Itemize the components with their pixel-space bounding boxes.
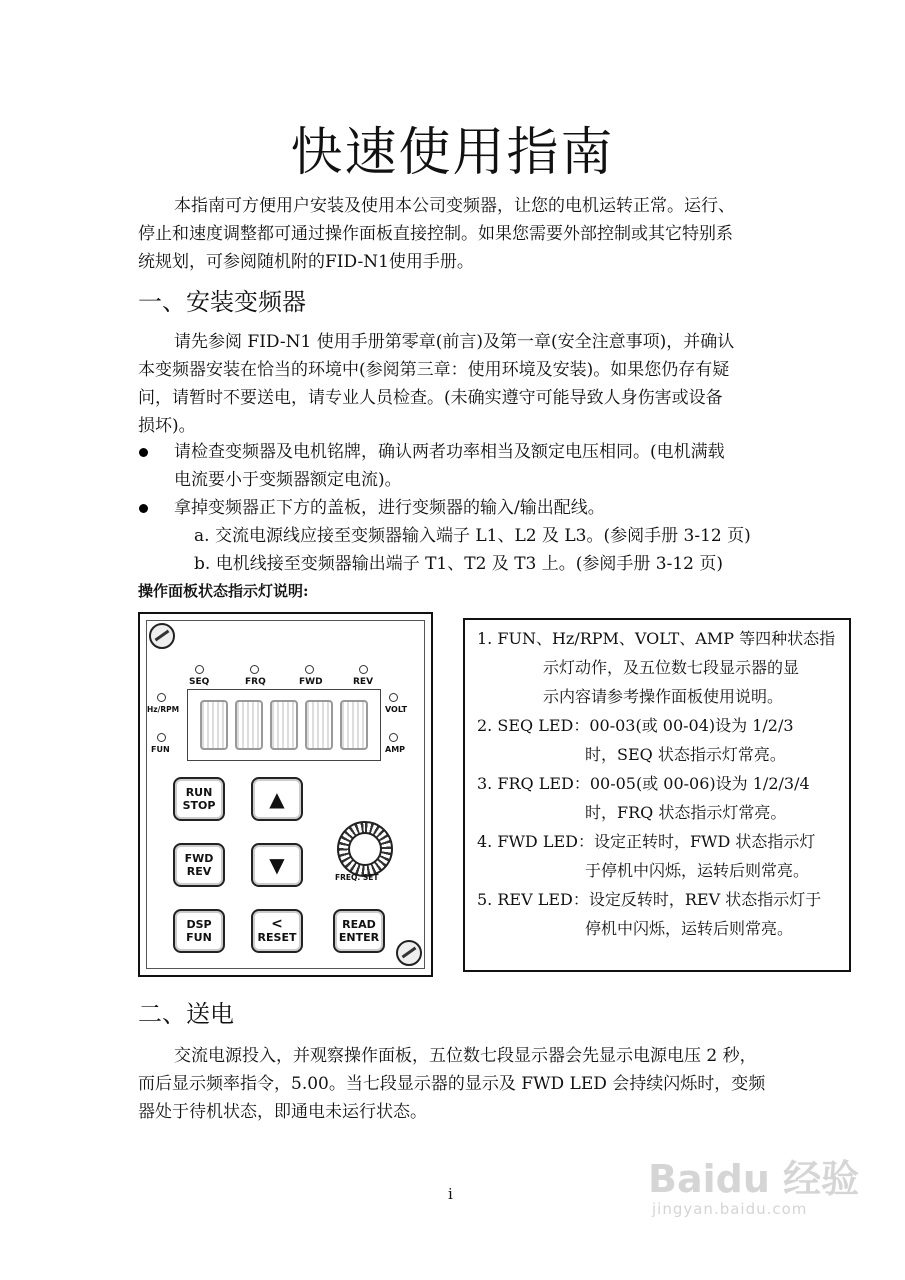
bullet-dot [139,504,148,513]
section2-para-line: 交流电源投入，并观察操作面板，五位数七段显示器会先显示电源电压 2 秒， [174,1046,757,1066]
up-arrow-icon: ▲ [269,786,285,811]
page-number: i [448,1185,453,1203]
note-line: 5. REV LED：设定反转时，REV 状态指示灯于 [477,890,822,909]
led-seq-icon [195,665,204,674]
section1-para-line: 请先参阅 FID-N1 使用手册第零章(前言)及第一章(安全注意事项)，并确认 [174,332,735,352]
read-enter-key [333,909,385,953]
watermark-url: jingyan.baidu.com [652,1200,808,1218]
fwd-rev-key [173,843,225,887]
run-stop-key [173,777,225,821]
bullet1-line: 请检查变频器及电机铭牌，确认两者功率相当及额定电压相同。(电机满载 [174,442,725,462]
led-label-volt: VOLT [385,705,408,714]
watermark-brand: Baidu [648,1157,770,1201]
section2-para-line: 器处于待机状态，即通电未运行状态。 [138,1102,427,1122]
key-label: READ [342,918,376,931]
led-frq-icon [250,665,259,674]
key-label: REV [186,865,212,878]
led-label-seq: SEQ [189,677,210,687]
left-arrow-icon: < [271,916,283,932]
led-hz-icon [157,693,166,702]
sub-item-b: b. 电机线接至变频器输出端子 T1、T2 及 T3 上。(参阅手册 3-12 页) [194,554,724,574]
led-label-fwd: FWD [299,677,323,687]
panel-caption: 操作面板状态指示灯说明: [138,582,309,600]
section2-para-line: 而后显示频率指令，5.00。当七段显示器的显示及 FWD LED 会持续闪烁时，变频 [138,1074,766,1094]
led-volt-icon [389,693,398,702]
led-label-frq: FRQ [245,677,266,687]
digit-icon [270,700,298,750]
key-label: DSP [186,918,212,931]
page-title: 快速使用指南 [290,123,615,183]
operation-panel-illustration [138,612,433,977]
note-line: 时，SEQ 状态指示灯常亮。 [585,745,786,764]
down-arrow-key [251,843,303,887]
frequency-knob-icon [337,821,393,877]
watermark-cn: 经验 [783,1157,860,1201]
led-rev-icon [359,665,368,674]
note-line: 示灯动作，及五位数七段显示器的显 [543,658,800,677]
digit-icon [235,700,263,750]
intro-line-2: 停止和速度调整都可通过操作面板直接控制。如果您需要外部控制或其它特别系 [138,224,733,244]
watermark [648,1158,859,1218]
led-notes-box [463,618,851,972]
section1-para-line: 损坏)。 [138,416,196,436]
note-line: 时，FRQ 状态指示灯常亮。 [585,803,787,822]
section1-para-line: 问，请暂时不要送电，请专业人员检查。(未确实遵守可能导致人身伤害或设备 [138,388,723,408]
led-label-rev: REV [353,677,374,687]
intro-line-1: 本指南可方便用户安装及使用本公司变频器，让您的电机运转正常。运行、 [174,196,735,216]
digit-icon [305,700,333,750]
key-label: STOP [182,799,216,812]
key-label: FUN [186,931,212,944]
led-label-fun: FUN [151,745,170,754]
led-fun-icon [157,733,166,742]
key-label: FWD [184,852,214,865]
section1-heading: 一、安装变频器 [138,288,306,316]
up-arrow-key [251,777,303,821]
note-line: 3. FRQ LED：00-05(或 00-06)设为 1/2/3/4 [477,774,810,793]
note-line: 2. SEQ LED：00-03(或 00-04)设为 1/2/3 [477,716,794,735]
seven-segment-display [187,689,381,761]
key-label: RESET [257,931,297,944]
note-line: 1. FUN、Hz/RPM、VOLT、AMP 等四种状态指 [477,629,836,648]
led-fwd-icon [305,665,314,674]
key-label: RUN [185,786,213,799]
bullet-dot [139,448,148,457]
screw-icon [149,623,175,649]
note-line: 停机中闪烁，运转后则常亮。 [585,919,794,938]
led-label-amp: AMP [385,745,406,754]
led-amp-icon [389,733,398,742]
sub-item-a: a. 交流电源线应接至变频器输入端子 L1、L2 及 L3。(参阅手册 3-12 页) [194,526,751,546]
led-label-hz: Hz/RPM [147,705,180,714]
note-line: 于停机中闪烁，运转后则常亮。 [585,861,810,880]
screw-icon [396,940,422,966]
intro-line-3: 统规划，可参阅随机附的FID-N1使用手册。 [138,252,474,272]
dsp-fun-key [173,909,225,953]
section1-para-line: 本变频器安装在恰当的环境中(参阅第三章：使用环境及安装)。如果您仍存有疑 [138,360,730,380]
digit-icon [200,700,228,750]
down-arrow-icon: ▼ [269,852,285,877]
knob-label: FREQ. SET [335,873,379,882]
note-line: 4. FWD LED：设定正转时，FWD 状态指示灯 [477,832,816,851]
note-line: 示内容请参考操作面板使用说明。 [543,687,784,706]
section2-heading: 二、送电 [138,1000,234,1028]
key-label: ENTER [338,931,380,944]
digit-icon [340,700,368,750]
bullet1-line: 电流要小于变频器额定电流)。 [174,470,402,490]
reset-key [251,909,303,953]
bullet2-line: 拿掉变频器正下方的盖板，进行变频器的输入/输出配线。 [174,498,605,518]
